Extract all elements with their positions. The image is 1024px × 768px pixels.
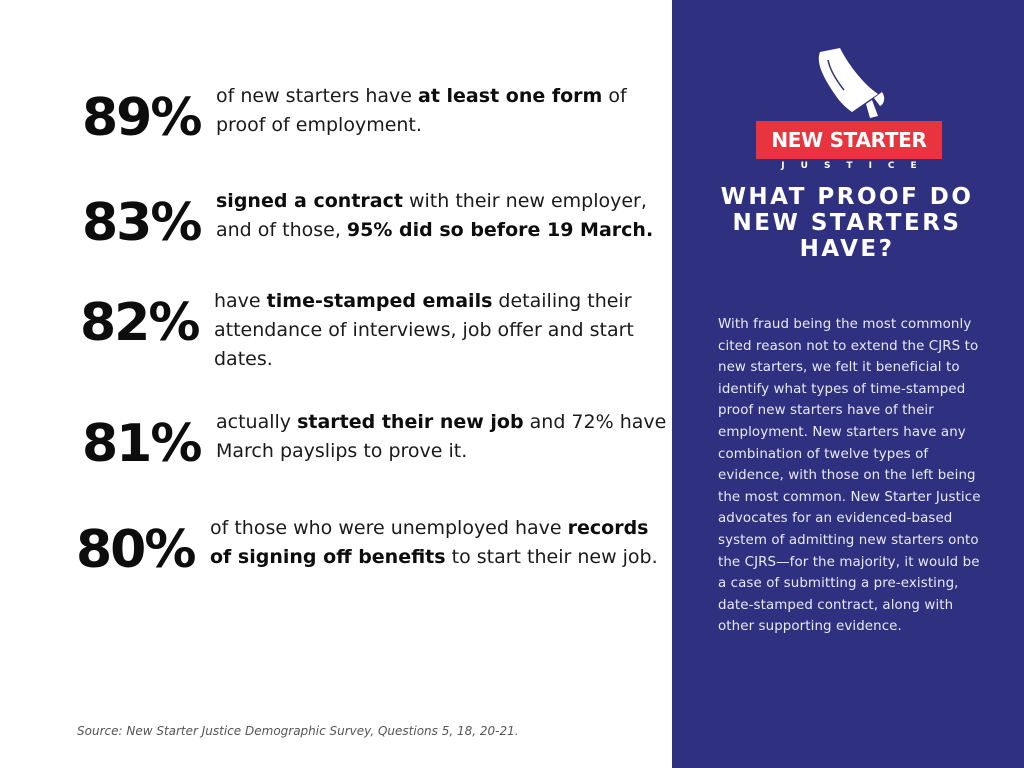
stat-text-bold: signed a contract bbox=[216, 190, 403, 212]
stat-description bbox=[216, 82, 668, 140]
stat-text: have bbox=[214, 290, 267, 312]
stat-text-bold: records of signing off benefits bbox=[210, 517, 649, 568]
logo-wordmark: NEW STARTER bbox=[756, 121, 942, 159]
panel-title: WHAT PROOF DO NEW STARTERS HAVE? bbox=[720, 184, 974, 262]
stat-text-bold: time-stamped emails bbox=[266, 290, 493, 312]
stat-text: actually bbox=[216, 411, 298, 433]
info-panel bbox=[672, 0, 1024, 768]
megaphone-icon bbox=[806, 46, 896, 122]
stat-row-2 bbox=[82, 187, 668, 253]
stat-description bbox=[214, 287, 666, 374]
stat-text: of those who were unemployed have bbox=[210, 517, 568, 539]
stat-text: detailing their attendance of interviews, job offer and start dates. bbox=[214, 290, 634, 370]
stat-percentage: 81% bbox=[82, 414, 201, 474]
stat-text: with their new employer, and of those, bbox=[216, 190, 647, 241]
stat-description bbox=[216, 408, 668, 466]
stat-text-bold: 95% did so before 19 March. bbox=[346, 219, 654, 241]
stat-text: of new starters have bbox=[216, 85, 419, 107]
panel-body-text: With fraud being the most commonly cited reason not to extend the CJRS to new starters, we felt it beneficial to identify what types of time-stamped proof new starters have of their employment. New starters have any combination of twelve types of evidence, with those on the left being the most common. New Starter Justice advocates for an evidenced-based system of admitting new starters onto the CJRS—for the majority, it would be a case of submitting a pre-existing, date-stamped contract, along with other supporting evidence. bbox=[718, 317, 981, 635]
stat-percentage: 80% bbox=[76, 520, 195, 580]
stat-text-bold: at least one form bbox=[418, 85, 603, 107]
logo-tagline: JUSTICE bbox=[781, 161, 933, 171]
stat-row-5 bbox=[76, 514, 662, 580]
stat-text: to start their new job. bbox=[445, 546, 658, 568]
stat-description bbox=[210, 514, 662, 572]
stat-text: and 72% have March payslips to prove it. bbox=[216, 411, 667, 462]
stat-description bbox=[216, 187, 668, 245]
stat-row-1 bbox=[82, 82, 668, 148]
stat-row-3 bbox=[80, 287, 666, 374]
stat-percentage: 89% bbox=[82, 88, 201, 148]
source-note: Source: New Starter Justice Demographic Survey, Questions 5, 18, 20-21. bbox=[77, 724, 519, 738]
stat-percentage: 82% bbox=[80, 293, 199, 353]
stat-row-4 bbox=[82, 408, 668, 474]
stat-text: of proof of employment. bbox=[216, 85, 627, 136]
stat-text-bold: started their new job bbox=[297, 411, 524, 433]
stat-percentage: 83% bbox=[82, 193, 201, 253]
